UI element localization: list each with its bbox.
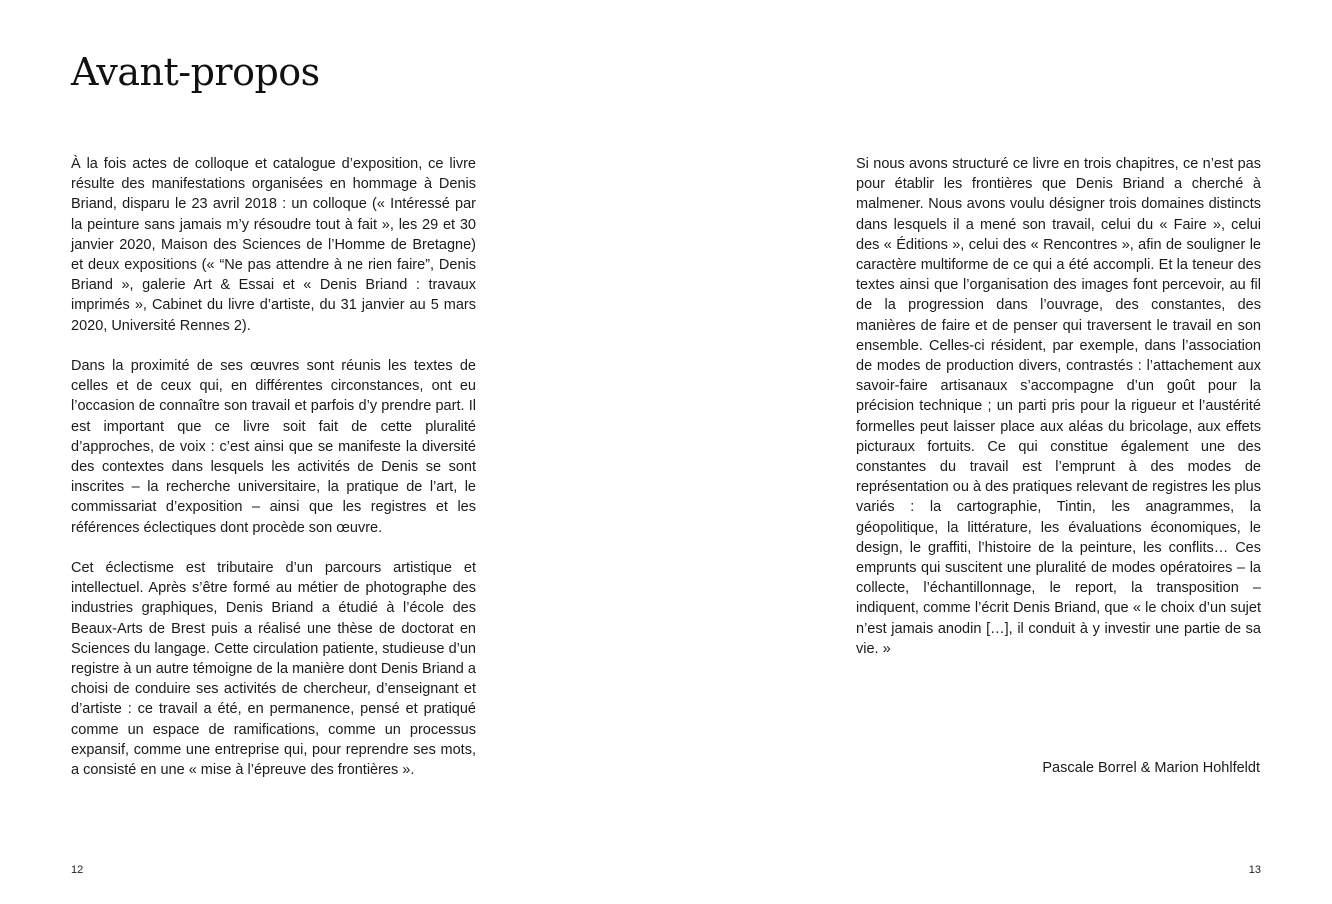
paragraph-4: Si nous avons structuré ce livre en trois chapitres, ce n’est pas pour établir les frontières que Denis Briand a cherché à malmener. Nous avons voulu désigner trois domaines distincts dans lesquels il a mené son travail, celui du « Faire », celui des « Éditions », celui des « Rencontres », afin de souligner le caractère multiforme de ce qui a été accompli. Et la teneur des textes ainsi que l’organisation des images font percevoir, au fil de la progression dans l’ouvrage, des constantes, des manières de faire et de penser qui traversent le travail en son ensemble. Celles-ci résident, par exemple, dans l’association de modes de production divers, contrastés : l’attachement aux savoir-faire artisanaux s’accompagne d’un goût pour la précision technique ; un parti pris pour la rigueur et l’austérité formelles peut laisser place aux aléas du bricolage, aux effets picturaux fortuits. Ce qui constitue également une des constantes du travail est l’emprunt à des modes de représentation ou à des pratiques relevant de registres les plus variés : la cartographie, Tintin, les anagrammes, la géopolitique, la littérature, les évaluations économiques, le design, le graffiti, l’histoire de la peinture, les conflits… Ces emprunts qui suscitent une pluralité de modes opératoires – la collecte, l’échantillonnage, le report, la transposition – indiquent, comme l’écrit Denis Briand, que « le choix d’un sujet n’est jamais anodin […], il conduit à y investir une partie de sa vie. » xyxy=(856,156,1261,657)
page-number-left: 12 xyxy=(71,864,84,876)
left-text-column xyxy=(71,154,476,800)
authors-signature: Pascale Borrel & Marion Hohlfeldt xyxy=(1042,760,1260,776)
right-page xyxy=(666,0,1332,904)
right-text-column xyxy=(856,154,1261,679)
page-number-right: 13 xyxy=(1248,864,1261,876)
paragraph-3: Cet éclectisme est tributaire d’un parcours artistique et intellectuel. Après s’être formé au métier de photographe des industries graphiques, Denis Briand a étudié à l’école des Beaux-Arts de Brest puis a réalisé une thèse de doctorat en Sciences du langage. Cette circulation patiente, studieuse d’un registre à un autre témoigne de la manière dont Denis Briand a choisi de conduire ses activités de chercheur, d’enseignant et d’artiste : ce travail a été, en permanence, pensé et pratiqué comme un espace de ramifications, comme un processus expansif, comme une entreprise qui, pour reprendre ses mots, a consisté en une « mise à l’épreuve des frontières ». xyxy=(71,560,476,779)
paragraph-2: Dans la proximité de ses œuvres sont réunis les textes de celles et de ceux qui, en différentes circonstances, ont eu l’occasion de connaître son travail et parfois d’y prendre part. Il est important que ce livre soit fait de cette pluralité d’approches, de voix : c’est ainsi que se manifeste la diversité des contextes dans lesquels les activités de Denis se sont inscrites – la recherche universitaire, la pratique de l’art, le commissariat d’exposition – ainsi que les registres et les références éclectiques dont procède son œuvre. xyxy=(71,358,476,536)
paragraph-1: À la fois actes de colloque et catalogue d’exposition, ce livre résulte des manifestations organisées en hommage à Denis Briand, disparu le 23 avril 2018 : un colloque (« Intéressé par la peinture sans jamais m’y résoudre tout à fait », les 29 et 30 janvier 2020, Maison des Sciences de l’Homme de Bretagne) et deux expositions (« “Ne pas attendre à ne rien faire”, Denis Briand », galerie Art & Essai et « Denis Briand : travaux imprimés », Cabinet du livre d’artiste, du 31 janvier au 5 mars 2020, Université Rennes 2). xyxy=(71,156,476,334)
page-title: Avant-propos xyxy=(71,50,320,94)
